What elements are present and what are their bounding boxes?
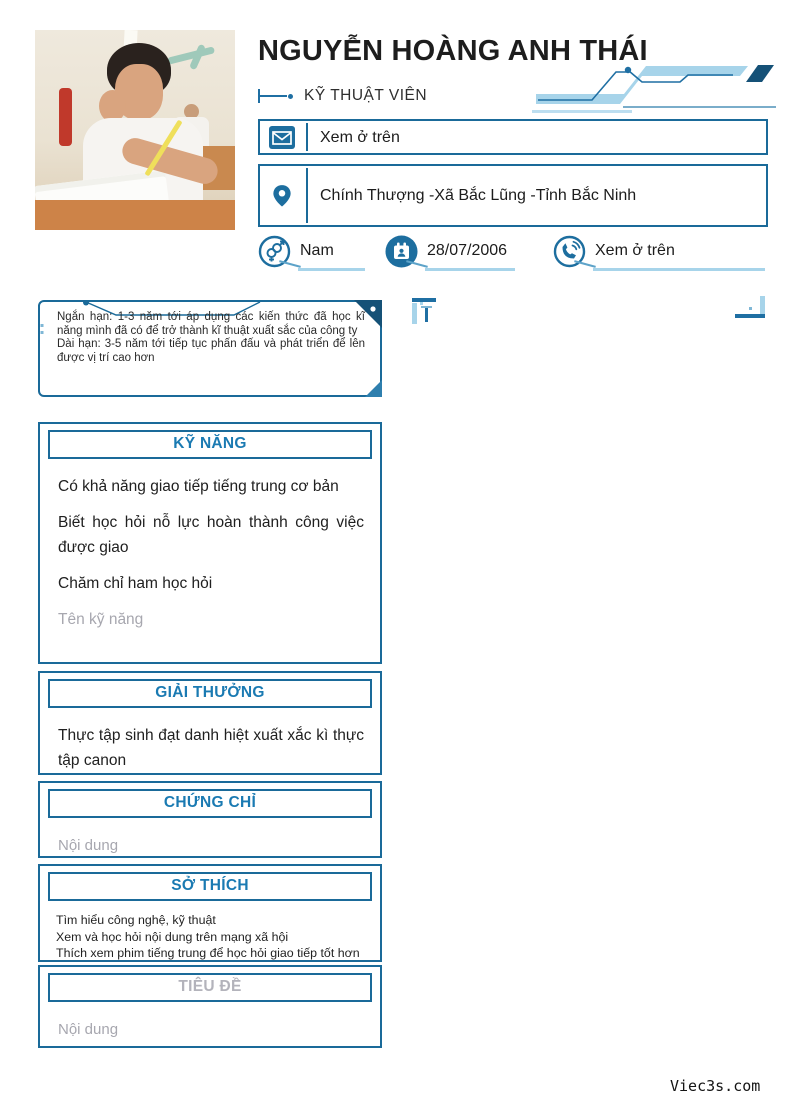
photo-shape [35, 200, 235, 230]
job-title[interactable]: KỸ THUẬT VIÊN [304, 87, 428, 104]
candidate-name[interactable]: NGUYỄN HOÀNG ANH THÁI [258, 35, 648, 67]
location-pin-icon [268, 183, 296, 209]
underline-decor [593, 268, 765, 271]
section-hobbies-title[interactable]: SỞ THÍCH [48, 872, 372, 901]
section-certificates [38, 781, 382, 858]
site-watermark: Viec3s.com [670, 1077, 761, 1095]
hobby-item[interactable]: Thích xem phim tiếng trung để học hỏi giao tiếp tốt hơn [56, 946, 360, 960]
circuit-ribbon-decor [528, 60, 780, 118]
phone-icon [553, 235, 586, 273]
objective-short-term[interactable]: Ngắn hạn: 1-3 năm tới áp dụng các kiến thức đã học kĩ năng mình đã có để trở thành kĩ thuật xuất sắc của công ty [57, 311, 365, 337]
profile-photo[interactable] [35, 30, 235, 230]
phone-field[interactable] [553, 235, 765, 275]
section-awards [38, 671, 382, 775]
skill-item[interactable]: Biết học hỏi nỗ lực hoàn thành công việc được giao [58, 514, 364, 556]
phone-value[interactable]: Xem ở trên [595, 242, 675, 259]
email-value[interactable]: Xem ở trên [320, 128, 400, 146]
title-line-decor [260, 95, 287, 97]
award-item[interactable]: Thực tập sinh đạt danh hiệt xuất xắc kì thực tập canon [58, 727, 364, 769]
section-custom-title-placeholder[interactable]: TIÊU ĐỀ [48, 973, 372, 1002]
address-field[interactable] [258, 164, 768, 227]
section-skills [38, 422, 382, 664]
section-custom [38, 965, 382, 1048]
gender-field[interactable] [258, 235, 365, 275]
skill-item[interactable]: Chăm chỉ ham học hỏi [58, 575, 213, 592]
objective-long-term[interactable]: Dài hạn: 3-5 năm tới tiếp tục phấn đấu và phát triển để lên được vị trí cao hơn [57, 338, 365, 364]
section-hobbies [38, 864, 382, 962]
certificate-input-placeholder[interactable]: Nội dung [58, 837, 119, 854]
objective-box[interactable] [38, 300, 382, 397]
hobby-item[interactable]: Tìm hiểu công nghệ, kỹ thuật [56, 913, 216, 927]
address-value[interactable]: Chính Thượng -Xã Bắc Lũng -Tỉnh Bắc Ninh [320, 187, 637, 204]
envelope-icon [268, 126, 296, 149]
birthday-field[interactable] [385, 235, 515, 275]
field-divider [306, 123, 308, 151]
title-dot-decor [288, 94, 293, 99]
objective-text[interactable] [57, 311, 365, 365]
gender-value[interactable]: Nam [300, 242, 334, 259]
photo-shape [59, 88, 72, 146]
underline-decor [425, 268, 515, 271]
skill-item[interactable]: Có khả năng giao tiếp tiếng trung cơ bản [58, 478, 339, 495]
underline-decor [298, 268, 365, 271]
skill-input-placeholder[interactable]: Tên kỹ năng [58, 611, 144, 628]
section-skills-title[interactable]: KỸ NĂNG [48, 430, 372, 459]
decor-corner-right [735, 296, 765, 322]
email-field[interactable] [258, 119, 768, 155]
gender-icon [258, 235, 291, 273]
field-divider [306, 168, 308, 223]
decor-corner-left [412, 296, 440, 326]
birthday-value[interactable]: 28/07/2006 [427, 242, 508, 259]
calendar-icon [385, 235, 418, 273]
section-certificates-title[interactable]: CHỨNG CHỈ [48, 789, 372, 818]
custom-input-placeholder[interactable]: Nội dung [58, 1021, 119, 1038]
job-title-row [258, 87, 427, 105]
section-awards-title[interactable]: GIẢI THƯỞNG [48, 679, 372, 708]
hobby-item[interactable]: Xem và học hỏi nội dung trên mạng xã hội [56, 929, 289, 944]
